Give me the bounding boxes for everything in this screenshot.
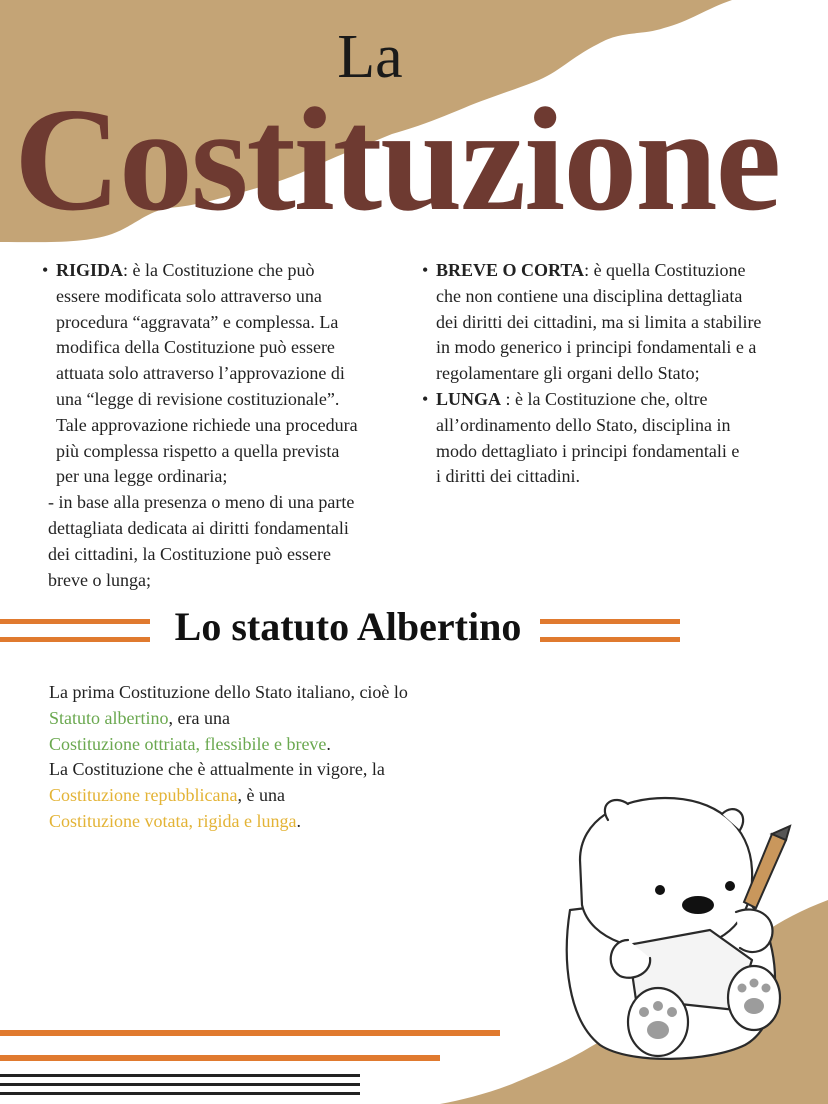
statuto-albertino-highlight: Statuto albertino [49, 707, 169, 728]
albertino-line-5-rest: , è una [237, 785, 285, 806]
costituzione-repubblicana-highlight: Costituzione repubblicana [49, 785, 238, 806]
albertino-line-3-rest: . [326, 733, 331, 754]
footer-stripe-orange-1 [0, 1030, 500, 1036]
bear-eye-left [655, 885, 665, 895]
breve-text-5: regolamentare gli organi dello Stato; [436, 363, 700, 384]
breve-text-3: dei diritti dei cittadini, ma si limita a stabilire [436, 311, 762, 332]
right-column [422, 258, 798, 490]
bear-eye-right [725, 881, 735, 891]
bullet-dot: • [422, 388, 429, 409]
bear-head [580, 798, 752, 950]
rigida-text-5: attuata solo attraverso l’approvazione di [56, 363, 345, 384]
extra-line-1: - in base alla presenza o meno di una parte [48, 492, 355, 513]
costituzione-ottriata-highlight: Costituzione ottriata, flessibile e breve [49, 733, 327, 754]
rigida-text-6: una “legge di revisione costituzionale”. [56, 388, 340, 409]
rigida-text-9: per una legge ordinaria; [56, 466, 228, 487]
rigida-line-1 [56, 258, 402, 284]
albertino-line-2 [49, 706, 529, 732]
albertino-line-4: La Costituzione che è attualmente in vigore, la [49, 759, 385, 780]
breve-text-2: che non contiene una disciplina dettagliata [436, 285, 743, 306]
bullet-dot: • [422, 260, 429, 280]
extra-line-4: breve o lunga; [48, 569, 151, 590]
footer-stripe-black-2 [0, 1083, 360, 1086]
lunga-term: LUNGA [436, 388, 502, 409]
albertino-line-6 [49, 809, 529, 835]
lunga-line-1 [436, 387, 798, 413]
bear-nose [682, 896, 714, 914]
albertino-line-2-rest: , era una [168, 707, 230, 728]
section-heading [0, 603, 828, 650]
costituzione-votata-highlight: Costituzione votata, rigida e lunga [49, 810, 297, 831]
rigida-term: RIGIDA [56, 260, 124, 280]
albertino-line-6-rest: . [296, 810, 301, 831]
rigida-text-2: essere modificata solo attraverso una [56, 285, 322, 306]
albertino-paragraph [49, 680, 529, 835]
footer-stripe-black-3 [0, 1092, 360, 1095]
albertino-line-1: La prima Costituzione dello Stato italiano, cioè lo [49, 682, 408, 702]
footer-stripe-black-1 [0, 1074, 360, 1077]
polar-bear-illustration [540, 790, 810, 1070]
extra-line-2: dettagliata dedicata ai diritti fondamentali [48, 517, 349, 538]
title-prefix: La [337, 23, 403, 91]
page-title: Costituzione [14, 78, 780, 242]
lunga-text-2: all’ordinamento dello Stato, disciplina in [436, 414, 731, 435]
bullet-dot: • [42, 260, 49, 280]
breve-term: BREVE O CORTA [436, 260, 585, 280]
rigida-text-7: Tale approvazione richiede una procedura [56, 414, 358, 435]
left-column [42, 258, 402, 593]
albertino-line-5 [49, 783, 529, 809]
bear-arm-right [736, 909, 773, 952]
bullet-rigida [42, 258, 402, 490]
rigida-text-1: : è la Costituzione che può [123, 260, 315, 280]
rigida-text-3: procedura “aggravata” e complessa. La [56, 311, 339, 332]
lunga-text-1: : è la Costituzione che, oltre [501, 388, 708, 409]
rigida-text-4: modifica della Costituzione può essere [56, 337, 335, 358]
breve-line-1 [436, 258, 798, 284]
breve-text-1: : è quella Costituzione [584, 260, 746, 280]
section-heading-text: Lo statuto Albertino [169, 604, 528, 649]
rigida-text-8: più complessa rispetto a quella prevista [56, 440, 340, 461]
extra-line-3: dei cittadini, la Costituzione può essere [48, 543, 331, 564]
breve-text-4: in modo generico i principi fondamentali e a [436, 337, 757, 358]
albertino-line-3 [49, 732, 529, 758]
bullet-lunga [422, 387, 798, 490]
lunga-text-3: modo dettagliato i principi fondamentali e [436, 440, 740, 461]
lunga-text-4: i diritti dei cittadini. [436, 466, 580, 487]
footer-stripe-orange-2 [0, 1055, 440, 1061]
bullet-breve [422, 258, 798, 387]
